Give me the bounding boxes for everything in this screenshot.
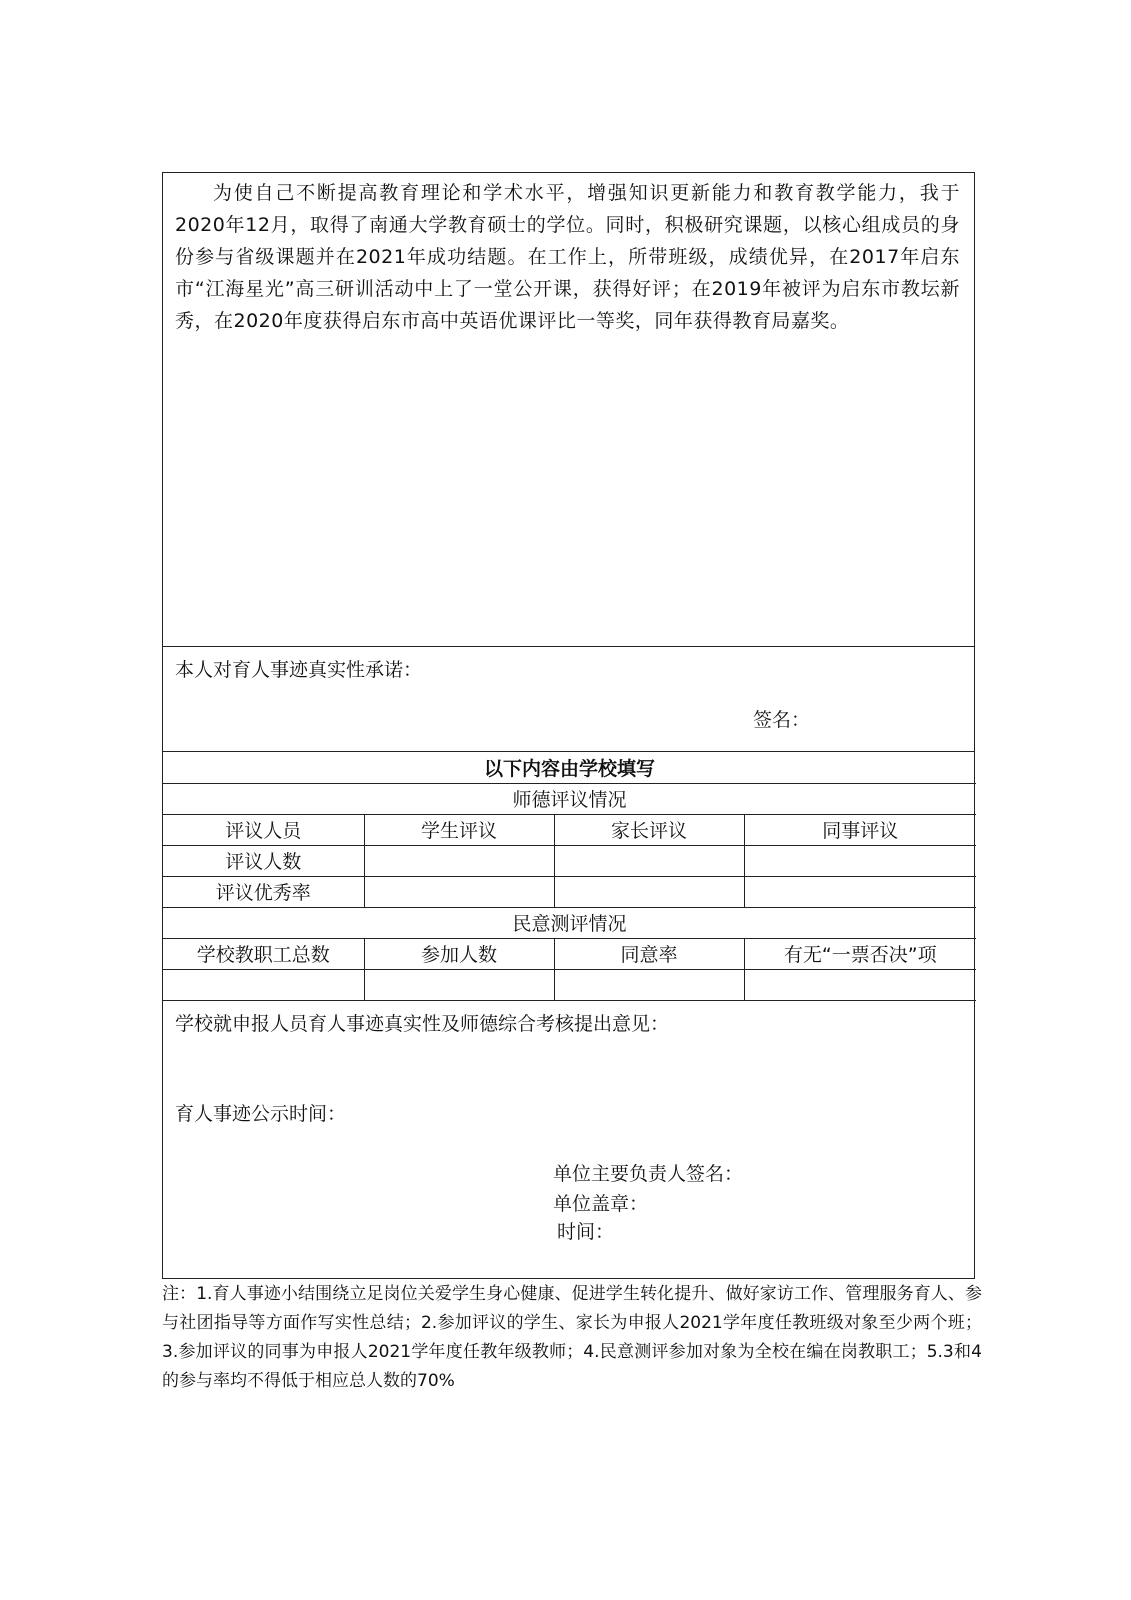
survey-value-row xyxy=(163,969,976,1000)
header-colleague-evaluation: 同事评议 xyxy=(744,814,976,845)
student-count-cell xyxy=(364,845,554,876)
school-fill-header: 以下内容由学校填写 xyxy=(163,752,976,783)
school-opinion-section xyxy=(163,1001,974,1278)
parent-rate-cell xyxy=(554,876,744,907)
parent-count-cell xyxy=(554,845,744,876)
deeds-summary-text: 为使自己不断提高教育理论和学术水平，增强知识更新能力和教育教学能力，我于2020年12月，取得了南通大学教育硕士的学位。同时，积极研究课题，以核心组成员的身份参与省级课题并在2021年成功结题。在工作上，所带班级，成绩优异，在2017年启东市“江海星光”高三研训活动中上了一堂公开课，获得好评；在2019年被评为启东市教坛新秀，在2020年度获得启东市高中英语优课评比一等奖，同年获得教育局嘉奖。 xyxy=(175,182,960,332)
header-participants: 参加人数 xyxy=(364,938,554,969)
date-label: 时间： xyxy=(557,1220,615,1243)
promise-label: 本人对育人事迹真实性承诺： xyxy=(175,659,423,681)
ethics-evaluation-title: 师德评议情况 xyxy=(163,783,976,814)
application-form xyxy=(162,172,975,1279)
header-evaluators: 评议人员 xyxy=(163,814,364,845)
header-parent-evaluation: 家长评议 xyxy=(554,814,744,845)
header-student-evaluation: 学生评议 xyxy=(364,814,554,845)
survey-title: 民意测评情况 xyxy=(163,907,976,938)
ethics-rate-row xyxy=(163,876,976,907)
ethics-header-row xyxy=(163,814,976,845)
unit-seal-label: 单位盖章： xyxy=(553,1192,649,1215)
ethics-count-row xyxy=(163,845,976,876)
student-rate-cell xyxy=(364,876,554,907)
header-approval-rate: 同意率 xyxy=(554,938,744,969)
colleague-rate-cell xyxy=(744,876,976,907)
colleague-count-cell xyxy=(744,845,976,876)
total-staff-cell xyxy=(163,969,364,1000)
promise-signature-label: 签名： xyxy=(753,709,811,731)
veto-item-cell xyxy=(744,969,976,1000)
approval-rate-cell xyxy=(554,969,744,1000)
leader-signature-label: 单位主要负责人签名： xyxy=(553,1162,744,1185)
authenticity-promise-section xyxy=(163,647,974,752)
footnote: 注：1.育人事迹小结围绕立足岗位关爱学生身心健康、促进学生转化提升、做好家访工作、管理服务育人、参与社团指导等方面作写实性总结；2.参加评议的学生、家长为申报人2021学年度任教班级对象至少两个班；3.参加评议的同事为申报人2021学年度任教年级教师；4.民意测评参加对象为全校在编在岗教职工；5.3和4的参与率均不得低于相应总人数的70% xyxy=(162,1284,982,1391)
row-label-excellent-rate: 评议优秀率 xyxy=(163,876,364,907)
header-total-staff: 学校教职工总数 xyxy=(163,938,364,969)
row-label-evaluator-count: 评议人数 xyxy=(163,845,364,876)
survey-header-row xyxy=(163,938,976,969)
school-evaluation-table xyxy=(163,752,976,1001)
header-veto-item: 有无“一票否决”项 xyxy=(744,938,976,969)
deeds-summary-section xyxy=(163,173,974,647)
publicity-time-label: 育人事迹公示时间： xyxy=(175,1102,347,1125)
school-opinion-label: 学校就申报人员育人事迹真实性及师德综合考核提出意见： xyxy=(175,1012,670,1035)
participants-cell xyxy=(364,969,554,1000)
